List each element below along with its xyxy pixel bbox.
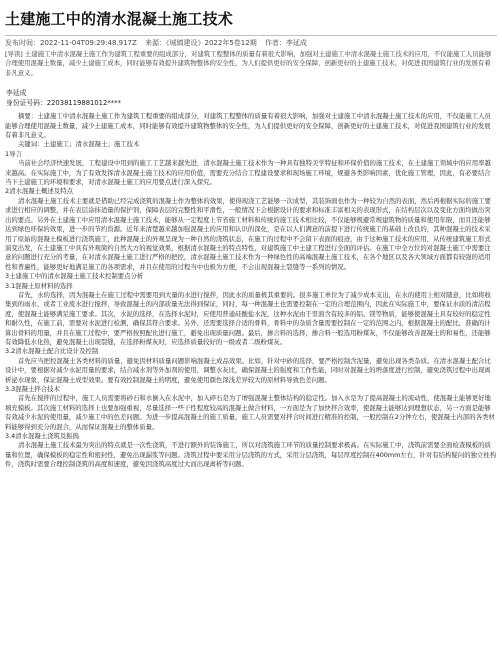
subsection-heading: 3.2清水混凝土配合比设计及控制 <box>5 347 99 356</box>
source-info: 来源：《城镇建设》2022年5卷12期 <box>145 39 257 47</box>
section-heading: 3土建施工中的清水混凝土施工技术控制要点分析 <box>5 272 144 281</box>
author-info: 作者：李延成 <box>264 39 307 47</box>
body-paragraph: 清水混凝土施工技术主要就是借助已经完成浇筑的混凝土作为整体的效果，使得现浇工艺能够一次成型，其装饰面也作为一种较为自然的表面，然后再根据实际的施工要求进行相应的调整，并在表层涂抹适量的保护剂，保障表层的完整性和平滑性，一般情况下会根据设计的要求和标准丰富相关的表现形式，在结构层次以及变化方面均做出突出的要点。另外在土建施工中应用清水混凝土施工技术，能够从一定程度上节省施工材料和传统的施工技术相比较，不仅能够规避常规建筑物的质量和使用年限，而且还能够达到绿色环保的效果，进一步的节约资源。近年来清楚越来越加强混凝土的应用和认识的深化，是在以人们满意的前提下进行传统施工的基础上改良的，其种混凝土的技术采用了原始的混凝土模板进行浇筑施工，此种混凝土的外观呈现为一种自然的浇筑状态，在施工的过程中不会留下表面的痕迹，由于这种施工技术的应用，从传统建筑施工形式演变出发，在土建施工中具有外观简约自然大方的视觉效果，根据清水混凝土的特点特性，对建筑施工中土建工程进行全面的评估。在施工中全方位的对混凝土施工中需要注意的问题进行充分的考量，在对清水混凝土施工进行严格的把控，清水混凝土施工技术作为一种绿色性的高端混凝土施工技术，在各个地区以及各大领域方面都有较强的适用性和普遍性，能够更好地满足施工的各项需求，并且在使用的过程当中也极为方便，不会出现混凝土裂缝等一系列的情况。 <box>5 196 491 271</box>
subsection-heading: 3.4清水混凝土浇筑及振捣 <box>5 432 80 441</box>
publish-time: 发布时间：2022-11-04T09:29:48.917Z <box>5 39 137 47</box>
section-heading: 1导言 <box>5 149 22 158</box>
author-block <box>6 88 496 108</box>
article-meta <box>5 35 497 48</box>
body-paragraph: 清水混凝土施工技术最为突出的特点就是一次性浇筑，不进行额外的装饰施工，所以对浇筑施工环节的质量控制要求极高。在实际施工中，浇筑前需要全面检查模板的质量和位置，确保模板的稳定性和密封性，避免出现漏浆等问题。浇筑过程中要采用分层浇筑的方式，采用分层浇筑，每层厚度控制在400mm左右，针对有结构疑问的独立柱构件，浇筑时需要合理控制浇筑的高度和速度，避免因浇筑高度过大而出现离析等问题。 <box>5 441 497 469</box>
body-paragraph: 首先应当把控混凝土各类材料的质量，避免因材料质量问题影响混凝土成品效果。比如，针对中砂的选择，要严格控制含泥量，避免出现各类杂质。在清水混凝土配合比设计中，要根据对减少水泥用量的要求，结合减水剂等外加剂的使用，调整水灰比，确保混凝土的强度和工作性能，同时对混凝土的坍落度进行控制，避免浇筑过程中出现离析泌水现象，保证混凝土成型效果。要有效控制混凝土的明度，避免使用颜色深浅差异较大的原材料导致色差问题。 <box>5 356 491 384</box>
article-title: 土建施工中的清水混凝土施工技术 <box>5 10 234 28</box>
summary-paragraph: 摘要：土建施工中清水混凝土施工作为建筑工程重要的组成部分，对建筑工程整体的质量有着很大影响，加强对土建施工中清水混凝土施工技术的应用，不仅能施工人员能够合理使用混凝土数量，减少土建施工成本，同时能够有效提升建筑物整体的安全性，为人们提供更好的安全保障，创新更好的土建施工技术，对促进我国建筑行业的发展有着非凡意义。 <box>5 112 491 140</box>
body-paragraph: 首先在搅拌的过程中，施工人员需要将砂石和水倒入在水泥中，加入碎石是为了增强混凝土整体结构的稳定性。加入水是为了提高混凝土的流动性，使混凝土能够更好地填充模板。其次施工材料的选择上也要加强重视，尽量选择一些干性程度较高的混凝土做合材料，一方面是为了加快拌合效率，使混凝土能够达到理想状态，另一方面是能够有效减少水泥的使用量，减少施工中的色差问题。为进一步提高混凝土的施工质量，施工人员需要对拌合时间进行精准的控制，一般控制在2分钟左右，使混凝土内部的各类材料能够得到充分的混合，从而保证混凝土的整体质量。 <box>5 394 495 431</box>
section-heading: 2清水混凝土概述及特点 <box>5 187 73 196</box>
keywords-line: 关键词：土建施工；清水混凝土；施工技术 <box>18 140 140 149</box>
guide-abstract: [导读] 土建施工中清水混凝土施工作为建筑工程重要的组成部分，对建筑工程整体的质量有着很大影响，加强对土建施工中清水混凝土施工技术的应用，不仅能施工人员能够合理使用混凝土数量，减少土建施工成本，同时能够有效提升建筑物整体的安全性，为人们提供更好的安全保障，创新更好的土建施工技术，对促进我国建筑行业的发展有着非凡意义。 <box>5 50 492 77</box>
body-paragraph: 当前社会经济快速发展，工程建设中用到的施工工艺越来越先进，清水混凝土施工技术作为一种具有独特美学特征和环保价值的施工技术，在土建施工领域中的应用率越来越高。在实际施工中，为了有效发挥清水混凝土施工技术的应用价值，需要充分结合工程建设要求和现场施工环境，规避各类影响因素，优化施工管理，因此，有必要结合当下土建施工的环境和要求，对清水混凝土施工的应用要点进行深入探究。 <box>5 159 491 187</box>
subsection-heading: 3.1混凝土原材料的选择 <box>5 281 73 290</box>
author-id: 身份证号码：22038119881012**** <box>6 99 121 108</box>
author-name: 李延成 <box>6 89 27 98</box>
subsection-heading: 3.3混凝土拌合技术 <box>5 385 60 393</box>
article-body <box>5 112 497 469</box>
body-paragraph: 首先，水的选择，因为混凝土在施工过程中需要用到大量的水进行搅拌，因此水的质量极其重要的。很多施工单位为了减少成本支出，在水的使用上相对随意，比如将收集到的雨水，或者工业废水进行搅拌，导致混凝土的内部质量无法得到保证，同时，每一种混凝土也需要控制在一定的合理范围内，因此在实际施工中，要保证水质的清洁程度，使混凝土能够满足施工要求。其次，水泥的选择，在选择水泥时，应使用普通硅酸盐水泥，这种水泥由于里面含有较多的铝、镁等物质，能够使混凝土具有较好的稳定性和耐久性，在施工前，需要对水泥进行检测，确保其符合要求。另外，还需要选择合适的骨料，骨料中的杂质含量需要控制在一定的范围之内，根据混凝土的配比，准确的计算出骨料的用量，并且在施工过程中，要严格按照配比进行施工，避免出现质量问题。最后，掺合料的选择，掺合料一般选用粉煤灰，不仅能够改善混凝土的和易性，还能够有效降低水化热，避免混凝土出现裂缝，在选择粉煤灰时，应选择质量较好的一级或者二级粉煤灰。 <box>5 290 491 346</box>
